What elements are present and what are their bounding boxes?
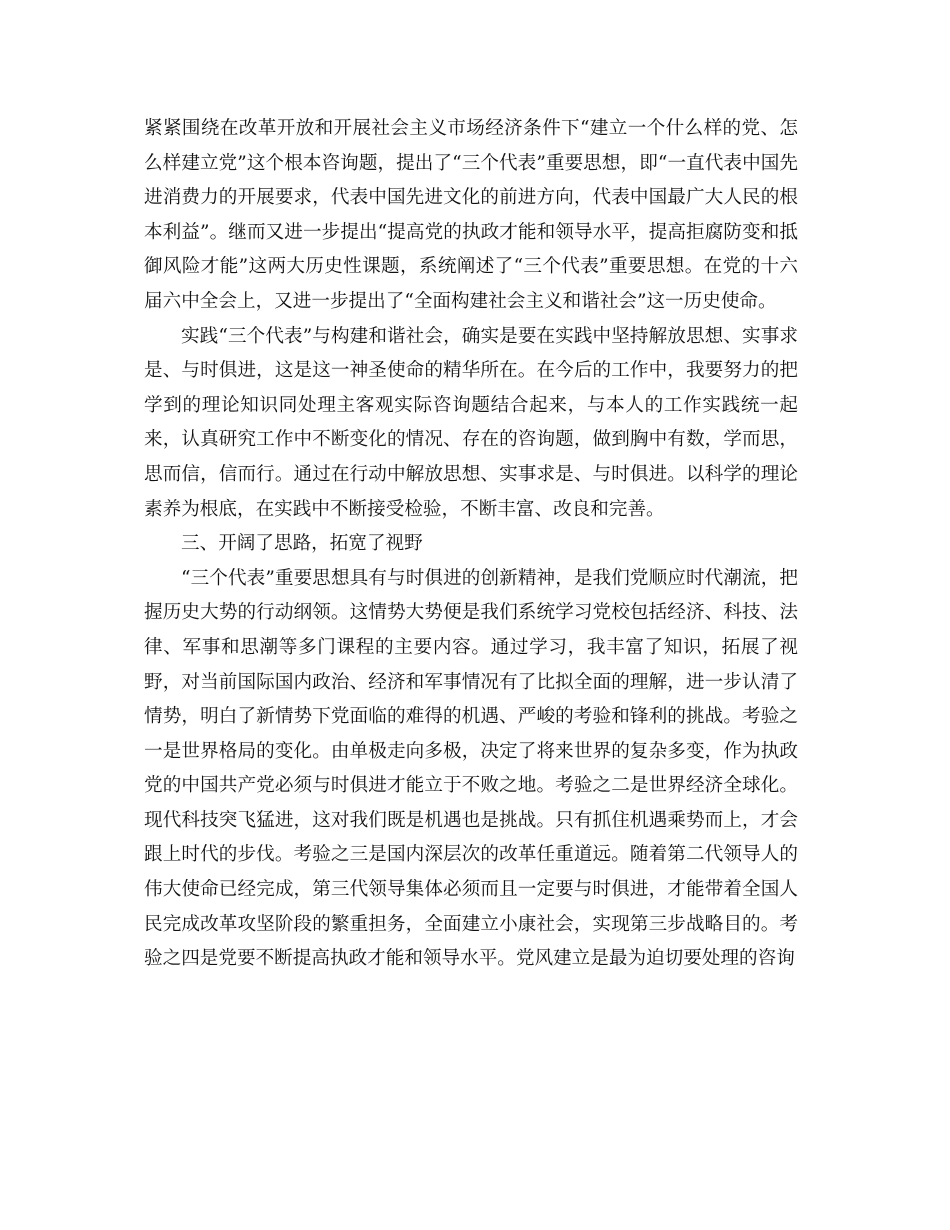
section-heading-3: 三、开阔了思路，拓宽了视野 — [181, 533, 423, 555]
paragraph-practice: 实践“三个代表”与构建和谐社会，确实是要在实践中坚持解放思想、实事求是、与时俱进，这是这一神圣使命的精华所在。在今后的工作中，我要努力的把学到的理论知识同处理主客观实际咨询题结合起来，与本人的工作实践统一起来，认真研究工作中不断变化的情况、存在的咨询题，做到胸中有数，学而思，思而信，信而行。通过在行动中解放思想、实事求是、与时俱进。以科学的理论素养为根底，在实践中不断接受检验，不断丰富、改良和完善。 — [144, 325, 798, 520]
document-page — [144, 112, 798, 977]
paragraph-vision: “三个代表”重要思想具有与时俱进的创新精神，是我们党顺应时代潮流，把握历史大势的行动纲领。这情势大势便是我们系统学习党校包括经济、科技、法律、军事和思潮等多门课程的主要内容。通过学习，我丰富了知识，拓展了视野，对当前国际国内政治、经济和军事情况有了比拟全面的理解，进一步认清了情势，明白了新情势下党面临的难得的机遇、严峻的考验和锋利的挑战。考验之一是世界格局的变化。由单极走向多极，决定了将来世界的复杂多变，作为执政党的中国共产党必须与时俱进才能立于不败之地。考验之二是世界经济全球化。现代科技突飞猛进，这对我们既是机遇也是挑战。只有抓住机遇乘势而上，才会跟上时代的步伐。考验之三是国内深层次的改革任重道远。随着第二代领导人的伟大使命已经完成，第三代领导集体必须而且一定要与时俱进，才能带着全国人民完成改革攻坚阶段的繁重担务，全面建立小康社会，实现第三步战略目的。考验之四是党要不断提高执政才能和领导水平。党风建立是最为迫切要处理的咨询 — [144, 567, 798, 970]
paragraph-intro: 紧紧围绕在改革开放和开展社会主义市场经济条件下“建立一个什么样的党、怎么样建立党”这个根本咨询题，提出了“三个代表”重要思想，即“一直代表中国先进消费力的开展要求，代表中国先进文化的前进方向，代表中国最广大人民的根本利益”。继而又进一步提出“提高党的执政才能和领导水平，提高拒腐防变和抵御风险才能”这两大历史性课题，系统阐述了“三个代表”重要思想。在党的十六届六中全会上，又进一步提出了“全面构建社会主义和谐社会”这一历史使命。 — [144, 118, 798, 312]
